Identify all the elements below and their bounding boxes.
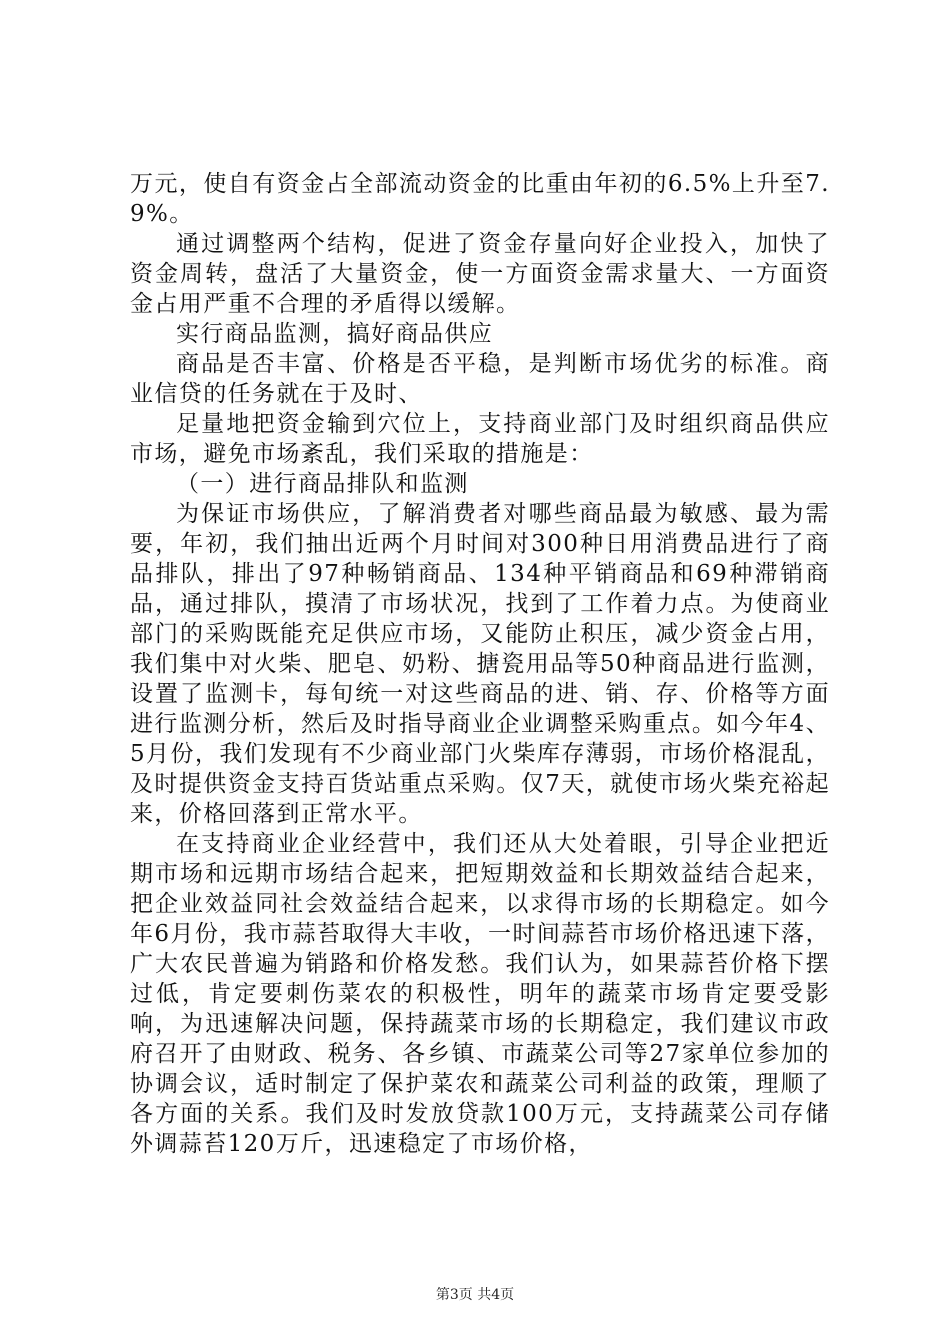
- paragraph-1: 万元，使自有资金占全部流动资金的比重由年初的6.5%上升至7.9%。: [130, 171, 830, 227]
- paragraph-4: 足量地把资金输到穴位上，支持商业部门及时组织商品供应市场，避免市场紊乱，我们采取的措施是：: [130, 411, 830, 467]
- section-heading: 实行商品监测，搞好商品供应: [176, 321, 494, 347]
- paragraph-2: 通过调整两个结构，促进了资金存量向好企业投入，加快了资金周转，盘活了大量资金，使一方面资金需求量大、一方面资金占用严重不合理的矛盾得以缓解。: [130, 231, 830, 317]
- paragraph-3: 商品是否丰富、价格是否平稳，是判断市场优劣的标准。商业信贷的任务就在于及时、: [130, 351, 830, 407]
- document-body: [130, 169, 830, 1159]
- paragraph-6: 在支持商业企业经营中，我们还从大处着眼，引导企业把近期市场和远期市场结合起来，把短期效益和长期效益结合起来，把企业效益同社会效益结合起来，以求得市场的长期稳定。如今年6月份，我市蒜苔取得大丰收，一时间蒜苔市场价格迅速下落，广大农民普遍为销路和价格发愁。我们认为，如果蒜苔价格下摆过低，肯定要刺伤菜农的积极性，明年的蔬菜市场肯定要受影响，为迅速解决问题，保持蔬菜市场的长期稳定，我们建议市政府召开了由财政、税务、各乡镇、市蔬菜公司等27家单位参加的协调会议，适时制定了保护菜农和蔬菜公司利益的政策，理顺了各方面的关系。我们及时发放贷款100万元，支持蔬菜公司存储外调蒜苔120万斤，迅速稳定了市场价格，: [130, 831, 830, 1157]
- page-footer: 第3页 共4页: [435, 1287, 515, 1303]
- paragraph-5: 为保证市场供应，了解消费者对哪些商品最为敏感、最为需要，年初，我们抽出近两个月时间对300种日用消费品进行了商品排队，排出了97种畅销商品、134种平销商品和69种滞销商品，通过排队，摸清了市场状况，找到了工作着力点。为使商业部门的采购既能充足供应市场，又能防止积压，减少资金占用，我们集中对火柴、肥皂、奶粉、搪瓷用品等50种商品进行监测，设置了监测卡，每旬统一对这些商品的进、销、存、价格等方面进行监测分析，然后及时指导商业企业调整采购重点。如今年4、5月份，我们发现有不少商业部门火柴库存薄弱，市场价格混乱，及时提供资金支持百货站重点采购。仅7天，就使市场火柴充裕起来，价格回落到正常水平。: [130, 501, 830, 827]
- subsection-heading: （一）进行商品排队和监测: [176, 471, 469, 497]
